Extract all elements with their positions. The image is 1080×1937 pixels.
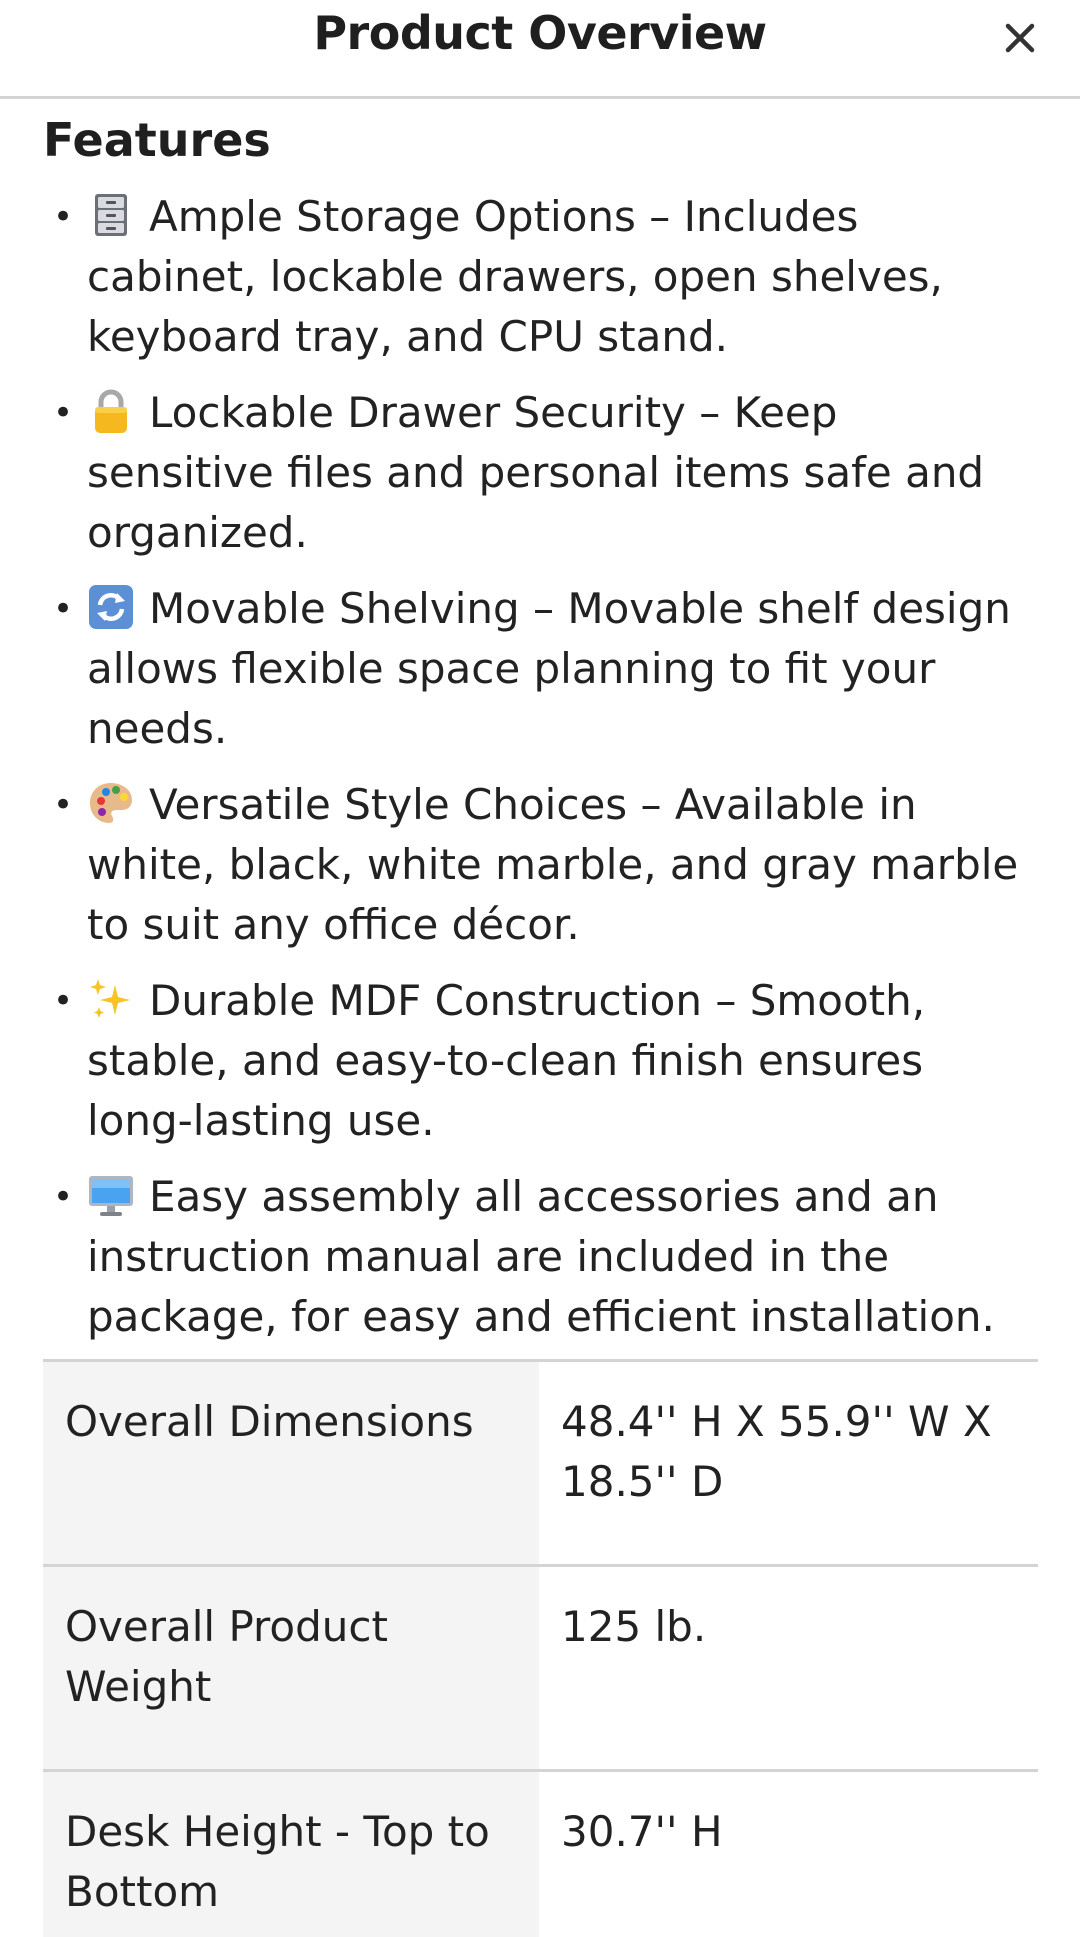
bullet: • bbox=[53, 785, 74, 825]
table-row bbox=[43, 1361, 1038, 1566]
close-button[interactable] bbox=[998, 16, 1042, 60]
product-overview-content bbox=[0, 113, 1080, 1937]
rotate-arrows-icon bbox=[87, 583, 135, 631]
list-item bbox=[43, 775, 1037, 955]
features-heading: Features bbox=[43, 113, 271, 167]
spec-label: Overall Product Weight bbox=[43, 1566, 539, 1771]
bullet: • bbox=[53, 589, 74, 629]
sparkles-icon bbox=[87, 975, 135, 1023]
close-icon bbox=[998, 16, 1042, 60]
feature-text: Easy assembly all accessories and an instruction manual are included in the package, for easy and efficient installation. bbox=[87, 1172, 995, 1341]
feature-text: Ample Storage Options – Includes cabinet, lockable drawers, open shelves, keyboard tray, and CPU stand. bbox=[87, 192, 943, 361]
list-item bbox=[43, 1167, 1037, 1347]
bullet: • bbox=[53, 197, 74, 237]
spec-value: 125 lb. bbox=[539, 1566, 1038, 1771]
features-list bbox=[43, 187, 1037, 1347]
feature-text: Movable Shelving – Movable shelf design allows flexible space planning to fit your needs. bbox=[87, 584, 1011, 753]
feature-text: Lockable Drawer Security – Keep sensitive files and personal items safe and organized. bbox=[87, 388, 985, 557]
spec-label: Desk Height - Top to Bottom bbox=[43, 1771, 539, 1937]
feature-text: Durable MDF Construction – Smooth, stable, and easy-to-clean finish ensures long-lasting use. bbox=[87, 976, 926, 1145]
list-item bbox=[43, 579, 1037, 759]
list-item bbox=[43, 383, 1037, 563]
file-cabinet-icon bbox=[87, 191, 135, 239]
feature-text: Versatile Style Choices – Available in white, black, white marble, and gray marble to suit any office décor. bbox=[87, 780, 1019, 949]
table-row bbox=[43, 1771, 1038, 1937]
list-item bbox=[43, 971, 1037, 1151]
page-title: Product Overview bbox=[313, 6, 767, 60]
list-item bbox=[43, 187, 1037, 367]
lock-icon bbox=[87, 387, 135, 435]
modal-header bbox=[0, 0, 1080, 99]
desktop-computer-icon bbox=[87, 1171, 135, 1219]
bullet: • bbox=[53, 393, 74, 433]
spec-value: 48.4'' H X 55.9'' W X 18.5'' D bbox=[539, 1361, 1038, 1566]
palette-icon bbox=[87, 779, 135, 827]
bullet: • bbox=[53, 981, 74, 1021]
specifications-table bbox=[43, 1359, 1038, 1937]
spec-label: Overall Dimensions bbox=[43, 1361, 539, 1566]
bullet: • bbox=[53, 1177, 74, 1217]
spec-value: 30.7'' H bbox=[539, 1771, 1038, 1937]
table-row bbox=[43, 1566, 1038, 1771]
